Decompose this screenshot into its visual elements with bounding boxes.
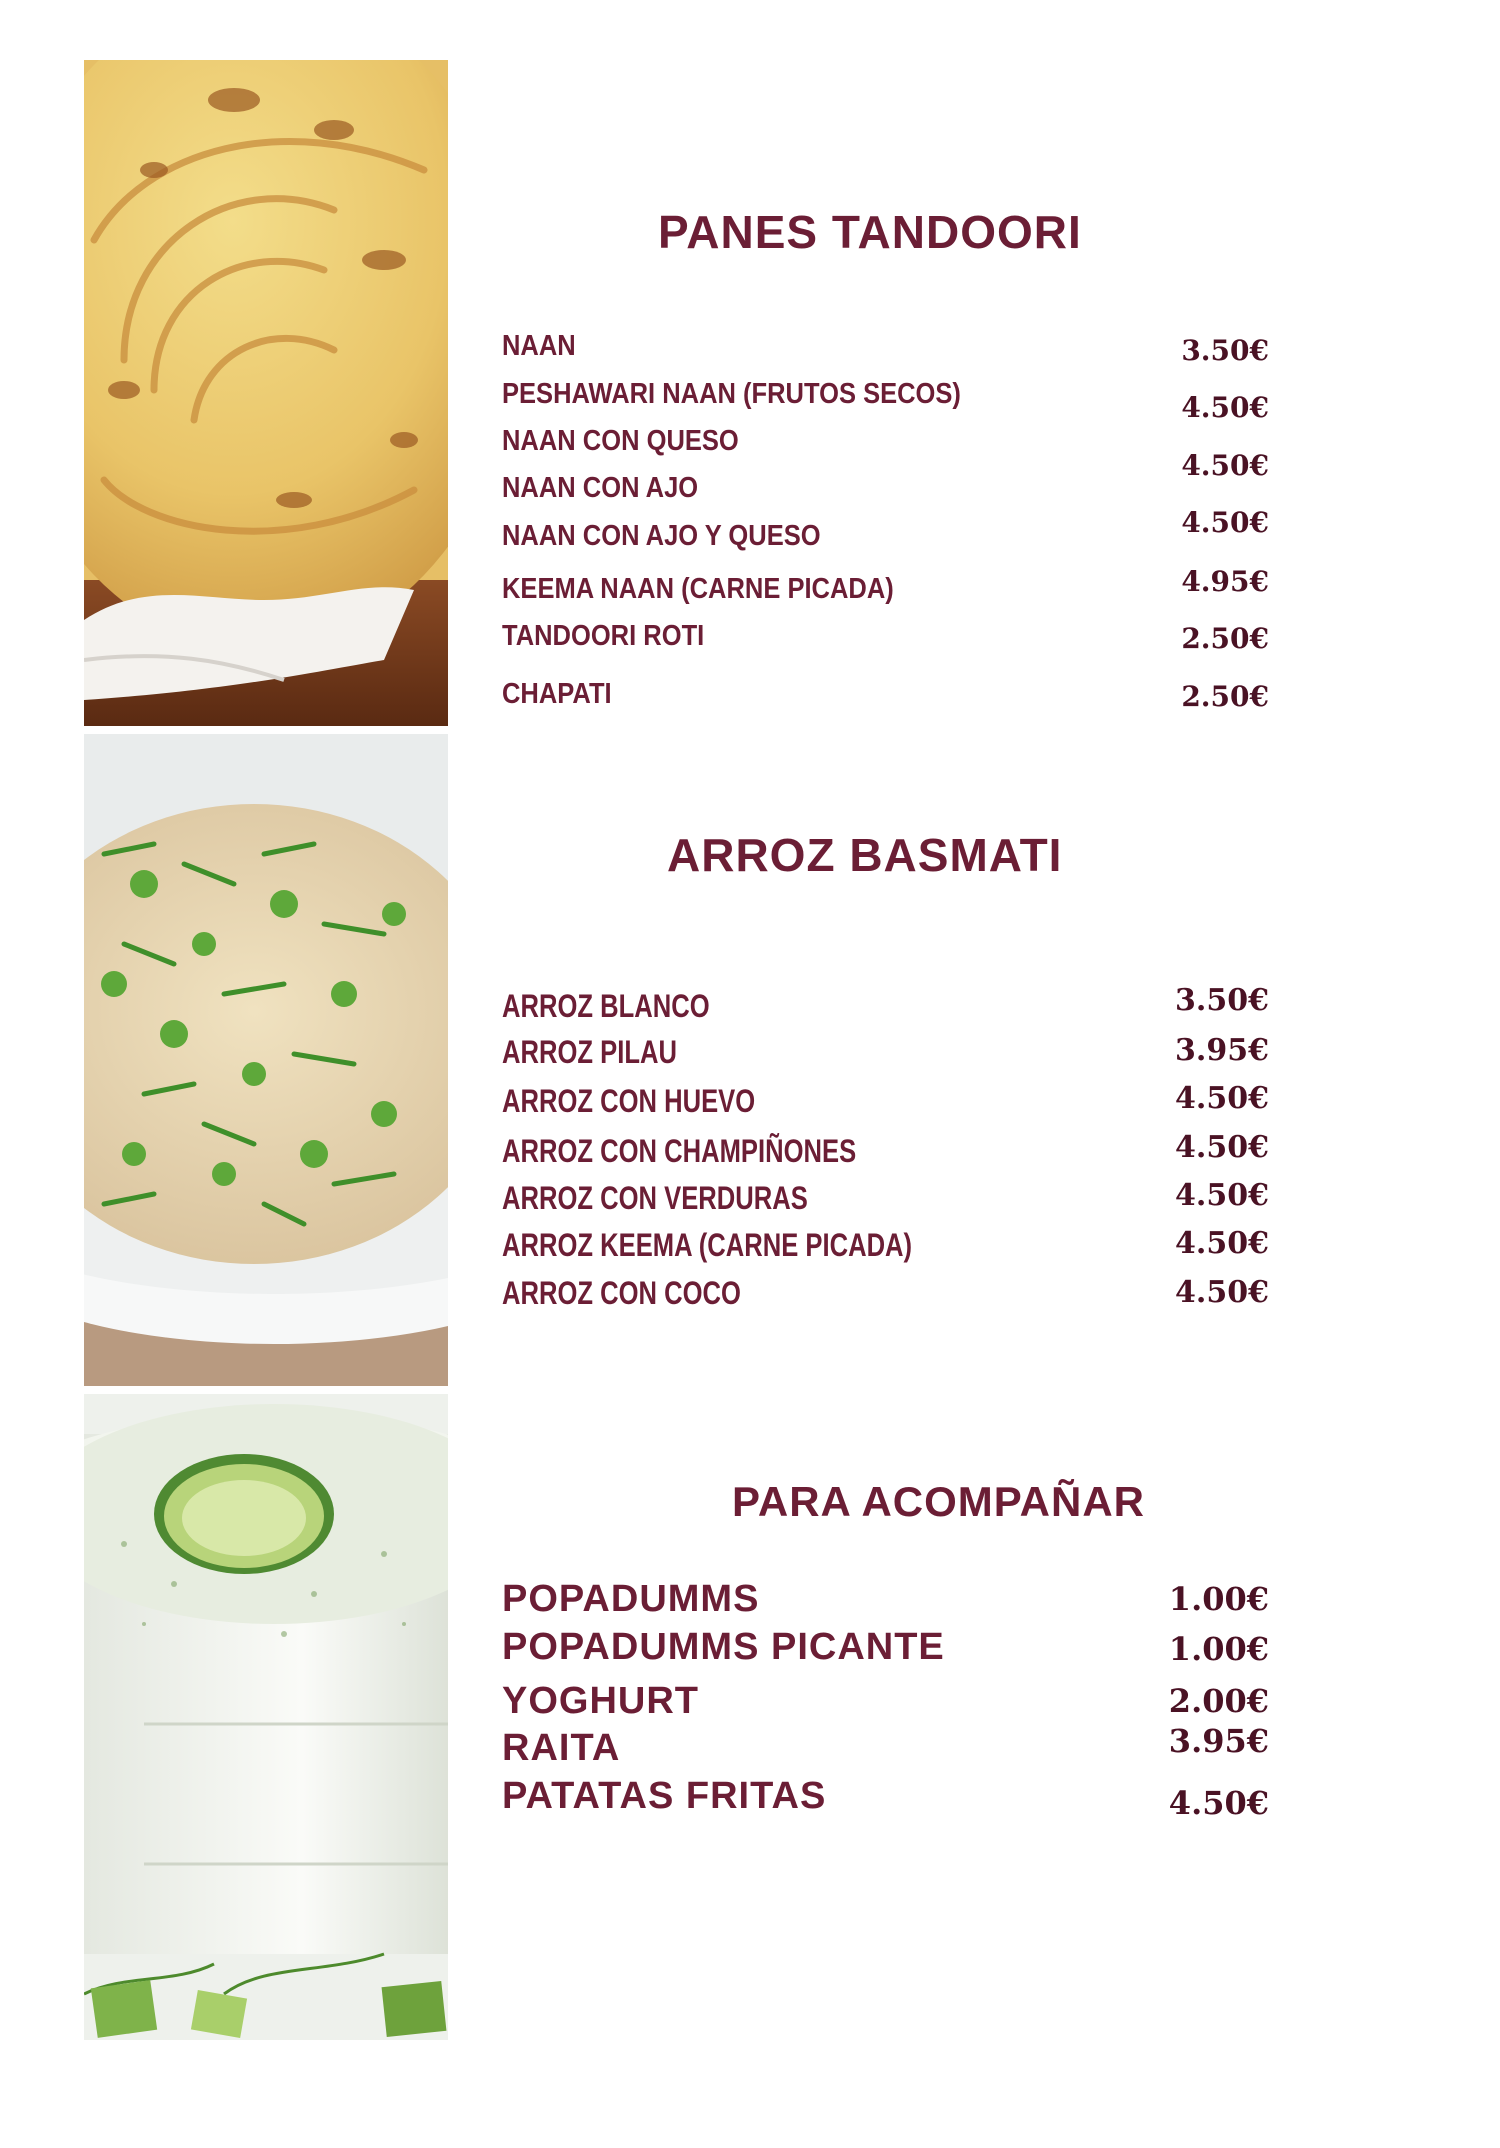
photo-strip [84, 60, 448, 2040]
menu-item-price: 4.50€ [1175, 1081, 1269, 1116]
menu-item-name: YOGHURT [502, 1680, 699, 1722]
menu-item-price: 2.50€ [1181, 680, 1269, 713]
menu-item-price: 3.50€ [1181, 334, 1269, 367]
menu-item-name: ARROZ KEEMA (CARNE PICADA) [502, 1227, 913, 1263]
menu-item-price: 4.50€ [1175, 1226, 1269, 1261]
menu-item-name: POPADUMMS [502, 1578, 760, 1620]
menu-item-name: ARROZ CON HUEVO [502, 1083, 756, 1119]
menu-item-price: 4.50€ [1175, 1130, 1269, 1165]
menu-item-name: CHAPATI [502, 678, 612, 710]
section-title: PARA ACOMPAÑAR [732, 1478, 1145, 1525]
menu-item-price: 4.50€ [1181, 391, 1269, 424]
section-title: ARROZ BASMATI [667, 829, 1063, 881]
menu-item-name: ARROZ BLANCO [502, 988, 710, 1024]
menu-item-price: 4.95€ [1181, 565, 1269, 598]
section-title: PANES TANDOORI [658, 206, 1082, 258]
menu-item-price: 4.50€ [1181, 449, 1269, 482]
menu-item-name: ARROZ CON VERDURAS [502, 1180, 808, 1216]
menu-item-price: 1.00€ [1168, 1630, 1269, 1668]
menu-item-price: 2.00€ [1168, 1682, 1269, 1720]
menu-item-name: PESHAWARI NAAN (FRUTOS SECOS) [502, 378, 961, 410]
basmati-rice-photo [84, 734, 448, 1386]
menu-item-price: 1.00€ [1168, 1580, 1269, 1618]
menu-item-price: 3.50€ [1175, 983, 1269, 1018]
menu-item-name: NAAN CON QUESO [502, 425, 739, 457]
menu-item-name: PATATAS FRITAS [502, 1775, 827, 1817]
menu-item-name: ARROZ CON CHAMPIÑONES [502, 1133, 857, 1169]
naan-bread-photo [84, 60, 448, 726]
menu-item-name: POPADUMMS PICANTE [502, 1626, 945, 1668]
menu-item-price: 4.50€ [1168, 1784, 1269, 1822]
menu-item-price: 2.50€ [1181, 622, 1269, 655]
menu-item-price: 4.50€ [1181, 506, 1269, 539]
menu-item-price: 4.50€ [1175, 1178, 1269, 1213]
menu-item-price: 3.95€ [1175, 1033, 1269, 1068]
menu-item-price: 3.95€ [1168, 1722, 1269, 1760]
menu-item-price: 4.50€ [1175, 1275, 1269, 1310]
menu-item-name: ARROZ CON COCO [502, 1275, 741, 1311]
menu-item-name: TANDOORI ROTI [502, 620, 705, 652]
menu-item-name: NAAN [502, 330, 576, 362]
raita-yoghurt-photo [84, 1394, 448, 2040]
menu-item-name: NAAN CON AJO Y QUESO [502, 520, 821, 552]
menu-item-name: KEEMA NAAN (CARNE PICADA) [502, 573, 894, 605]
menu-item-name: ARROZ PILAU [502, 1034, 677, 1070]
menu-item-name: NAAN CON AJO [502, 472, 699, 504]
menu-item-name: RAITA [502, 1727, 621, 1769]
